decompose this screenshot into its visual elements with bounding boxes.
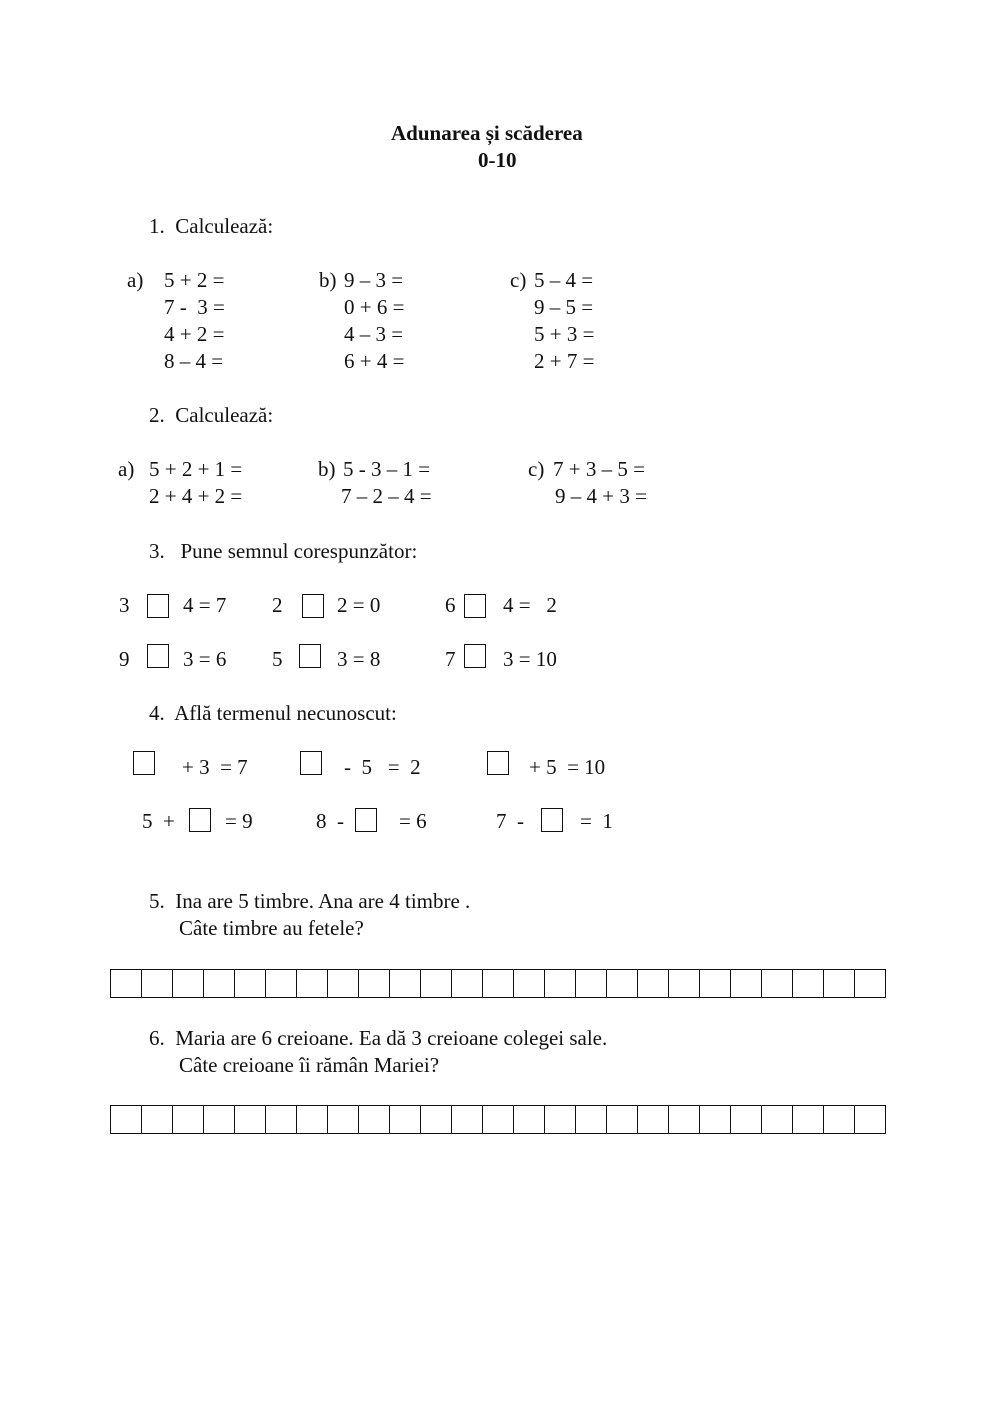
ex5-problem-line-1: 5. Ina are 5 timbre. Ana are 4 timbre . bbox=[149, 889, 471, 913]
answer-grid-cell[interactable] bbox=[266, 970, 297, 997]
ex3-item-1-answer-box[interactable] bbox=[147, 594, 169, 618]
answer-grid-cell[interactable] bbox=[173, 970, 204, 997]
answer-grid-cell[interactable] bbox=[452, 1106, 483, 1133]
answer-grid-cell[interactable] bbox=[669, 970, 700, 997]
ex3-item-6-right: 3 = 10 bbox=[503, 647, 557, 671]
answer-grid-cell[interactable] bbox=[204, 1106, 235, 1133]
answer-grid-cell[interactable] bbox=[731, 1106, 762, 1133]
worksheet-subtitle: 0-10 bbox=[478, 148, 517, 172]
ex2-a-item-2: 2 + 4 + 2 = bbox=[149, 484, 243, 508]
answer-grid-cell[interactable] bbox=[545, 970, 576, 997]
ex4-row1-item-3-text: + 5 = 10 bbox=[529, 755, 606, 779]
ex3-item-2-left: 2 bbox=[272, 593, 283, 617]
ex6-problem-line-2: Câte creioane îi rămân Mariei? bbox=[179, 1053, 440, 1077]
answer-grid-cell[interactable] bbox=[235, 1106, 266, 1133]
ex4-row2-item-1-after: = 9 bbox=[225, 809, 253, 833]
answer-grid-cell[interactable] bbox=[204, 970, 235, 997]
ex2-a-label: a) bbox=[118, 457, 135, 481]
answer-grid-cell[interactable] bbox=[390, 1106, 421, 1133]
ex3-item-6-left: 7 bbox=[445, 647, 456, 671]
answer-grid-cell[interactable] bbox=[452, 970, 483, 997]
ex5-problem-line-2: Câte timbre au fetele? bbox=[179, 916, 364, 940]
answer-grid-cell[interactable] bbox=[700, 970, 731, 997]
ex1-a-label: a) bbox=[127, 268, 144, 292]
ex6-answer-grid[interactable] bbox=[110, 1105, 886, 1134]
ex1-c-label: c) bbox=[510, 268, 527, 292]
ex3-item-4-answer-box[interactable] bbox=[147, 644, 169, 668]
ex3-item-3-left: 6 bbox=[445, 593, 456, 617]
ex1-c-item-1: 5 – 4 = bbox=[534, 268, 594, 292]
answer-grid-cell[interactable] bbox=[483, 970, 514, 997]
ex4-row1-item-1-text: + 3 = 7 bbox=[182, 755, 248, 779]
ex2-c-label: c) bbox=[528, 457, 545, 481]
ex3-item-3-right: 4 = 2 bbox=[503, 593, 557, 617]
ex4-row2-item-3-box[interactable] bbox=[541, 808, 563, 832]
answer-grid-cell[interactable] bbox=[359, 970, 390, 997]
ex3-item-5-right: 3 = 8 bbox=[337, 647, 381, 671]
ex1-b-item-4: 6 + 4 = bbox=[344, 349, 405, 373]
ex4-row2-item-2-box[interactable] bbox=[355, 808, 377, 832]
worksheet-title: Adunarea și scăderea bbox=[391, 121, 583, 145]
answer-grid-cell[interactable] bbox=[421, 970, 452, 997]
answer-grid-cell[interactable] bbox=[793, 970, 824, 997]
answer-grid-cell[interactable] bbox=[638, 1106, 669, 1133]
ex4-row2-item-1-before: 5 + bbox=[142, 809, 175, 833]
answer-grid-cell[interactable] bbox=[328, 1106, 359, 1133]
answer-grid-cell[interactable] bbox=[638, 970, 669, 997]
ex3-item-1-left: 3 bbox=[119, 593, 130, 617]
ex1-heading: 1. Calculează: bbox=[149, 214, 274, 238]
ex2-a-item-1: 5 + 2 + 1 = bbox=[149, 457, 243, 481]
answer-grid-cell[interactable] bbox=[576, 1106, 607, 1133]
answer-grid-cell[interactable] bbox=[731, 970, 762, 997]
ex1-b-item-3: 4 – 3 = bbox=[344, 322, 404, 346]
ex4-row1-item-1-box[interactable] bbox=[133, 751, 155, 775]
ex1-c-item-2: 9 – 5 = bbox=[534, 295, 594, 319]
answer-grid-cell[interactable] bbox=[483, 1106, 514, 1133]
answer-grid-cell[interactable] bbox=[111, 970, 142, 997]
answer-grid-cell[interactable] bbox=[142, 1106, 173, 1133]
ex4-row1-item-2-box[interactable] bbox=[300, 751, 322, 775]
answer-grid-cell[interactable] bbox=[111, 1106, 142, 1133]
ex3-item-3-answer-box[interactable] bbox=[464, 594, 486, 618]
answer-grid-cell[interactable] bbox=[514, 1106, 545, 1133]
ex5-answer-grid[interactable] bbox=[110, 969, 886, 998]
ex1-c-item-4: 2 + 7 = bbox=[534, 349, 595, 373]
answer-grid-cell[interactable] bbox=[855, 970, 885, 997]
ex3-item-4-right: 3 = 6 bbox=[183, 647, 227, 671]
answer-grid-cell[interactable] bbox=[669, 1106, 700, 1133]
answer-grid-cell[interactable] bbox=[514, 970, 545, 997]
answer-grid-cell[interactable] bbox=[607, 1106, 638, 1133]
ex4-row2-item-3-before: 7 - bbox=[496, 809, 524, 833]
answer-grid-cell[interactable] bbox=[390, 970, 421, 997]
ex2-c-item-1: 7 + 3 – 5 = bbox=[553, 457, 645, 481]
ex2-c-item-2: 9 – 4 + 3 = bbox=[555, 484, 647, 508]
ex3-item-4-left: 9 bbox=[119, 647, 130, 671]
ex2-b-label: b) bbox=[318, 457, 336, 481]
ex4-row1-item-3-box[interactable] bbox=[487, 751, 509, 775]
answer-grid-cell[interactable] bbox=[762, 1106, 793, 1133]
ex1-a-item-3: 4 + 2 = bbox=[164, 322, 225, 346]
answer-grid-cell[interactable] bbox=[855, 1106, 885, 1133]
ex4-row2-item-1-box[interactable] bbox=[189, 808, 211, 832]
ex1-b-item-1: 9 – 3 = bbox=[344, 268, 404, 292]
ex4-row2-item-3-after: = 1 bbox=[580, 809, 613, 833]
ex3-item-2-answer-box[interactable] bbox=[302, 594, 324, 618]
answer-grid-cell[interactable] bbox=[328, 970, 359, 997]
ex1-b-item-2: 0 + 6 = bbox=[344, 295, 405, 319]
answer-grid-cell[interactable] bbox=[607, 970, 638, 997]
ex3-item-1-right: 4 = 7 bbox=[183, 593, 227, 617]
answer-grid-cell[interactable] bbox=[142, 970, 173, 997]
ex1-a-item-2: 7 - 3 = bbox=[164, 295, 225, 319]
ex1-a-item-4: 8 – 4 = bbox=[164, 349, 224, 373]
ex1-c-item-3: 5 + 3 = bbox=[534, 322, 595, 346]
ex3-item-5-answer-box[interactable] bbox=[299, 644, 321, 668]
ex2-b-item-1: 5 - 3 – 1 = bbox=[343, 457, 431, 481]
answer-grid-cell[interactable] bbox=[266, 1106, 297, 1133]
answer-grid-cell[interactable] bbox=[762, 970, 793, 997]
ex3-item-5-left: 5 bbox=[272, 647, 283, 671]
answer-grid-cell[interactable] bbox=[421, 1106, 452, 1133]
ex2-heading: 2. Calculează: bbox=[149, 403, 274, 427]
answer-grid-cell[interactable] bbox=[297, 1106, 328, 1133]
ex2-b-item-2: 7 – 2 – 4 = bbox=[341, 484, 432, 508]
answer-grid-cell[interactable] bbox=[173, 1106, 204, 1133]
answer-grid-cell[interactable] bbox=[359, 1106, 390, 1133]
ex4-row2-item-2-before: 8 - bbox=[316, 809, 344, 833]
ex4-heading: 4. Află termenul necunoscut: bbox=[149, 701, 397, 725]
answer-grid-cell[interactable] bbox=[700, 1106, 731, 1133]
ex3-item-6-answer-box[interactable] bbox=[464, 644, 486, 668]
answer-grid-cell[interactable] bbox=[793, 1106, 824, 1133]
ex4-row1-item-2-text: - 5 = 2 bbox=[344, 755, 421, 779]
answer-grid-cell[interactable] bbox=[545, 1106, 576, 1133]
answer-grid-cell[interactable] bbox=[235, 970, 266, 997]
ex4-row2-item-2-after: = 6 bbox=[399, 809, 427, 833]
answer-grid-cell[interactable] bbox=[824, 1106, 855, 1133]
answer-grid-cell[interactable] bbox=[824, 970, 855, 997]
answer-grid-cell[interactable] bbox=[576, 970, 607, 997]
ex3-heading: 3. Pune semnul corespunzător: bbox=[149, 539, 418, 563]
ex1-b-label: b) bbox=[319, 268, 337, 292]
ex1-a-item-1: 5 + 2 = bbox=[164, 268, 225, 292]
ex3-item-2-right: 2 = 0 bbox=[337, 593, 381, 617]
answer-grid-cell[interactable] bbox=[297, 970, 328, 997]
ex6-problem-line-1: 6. Maria are 6 creioane. Ea dă 3 creioane colegei sale. bbox=[149, 1026, 608, 1050]
